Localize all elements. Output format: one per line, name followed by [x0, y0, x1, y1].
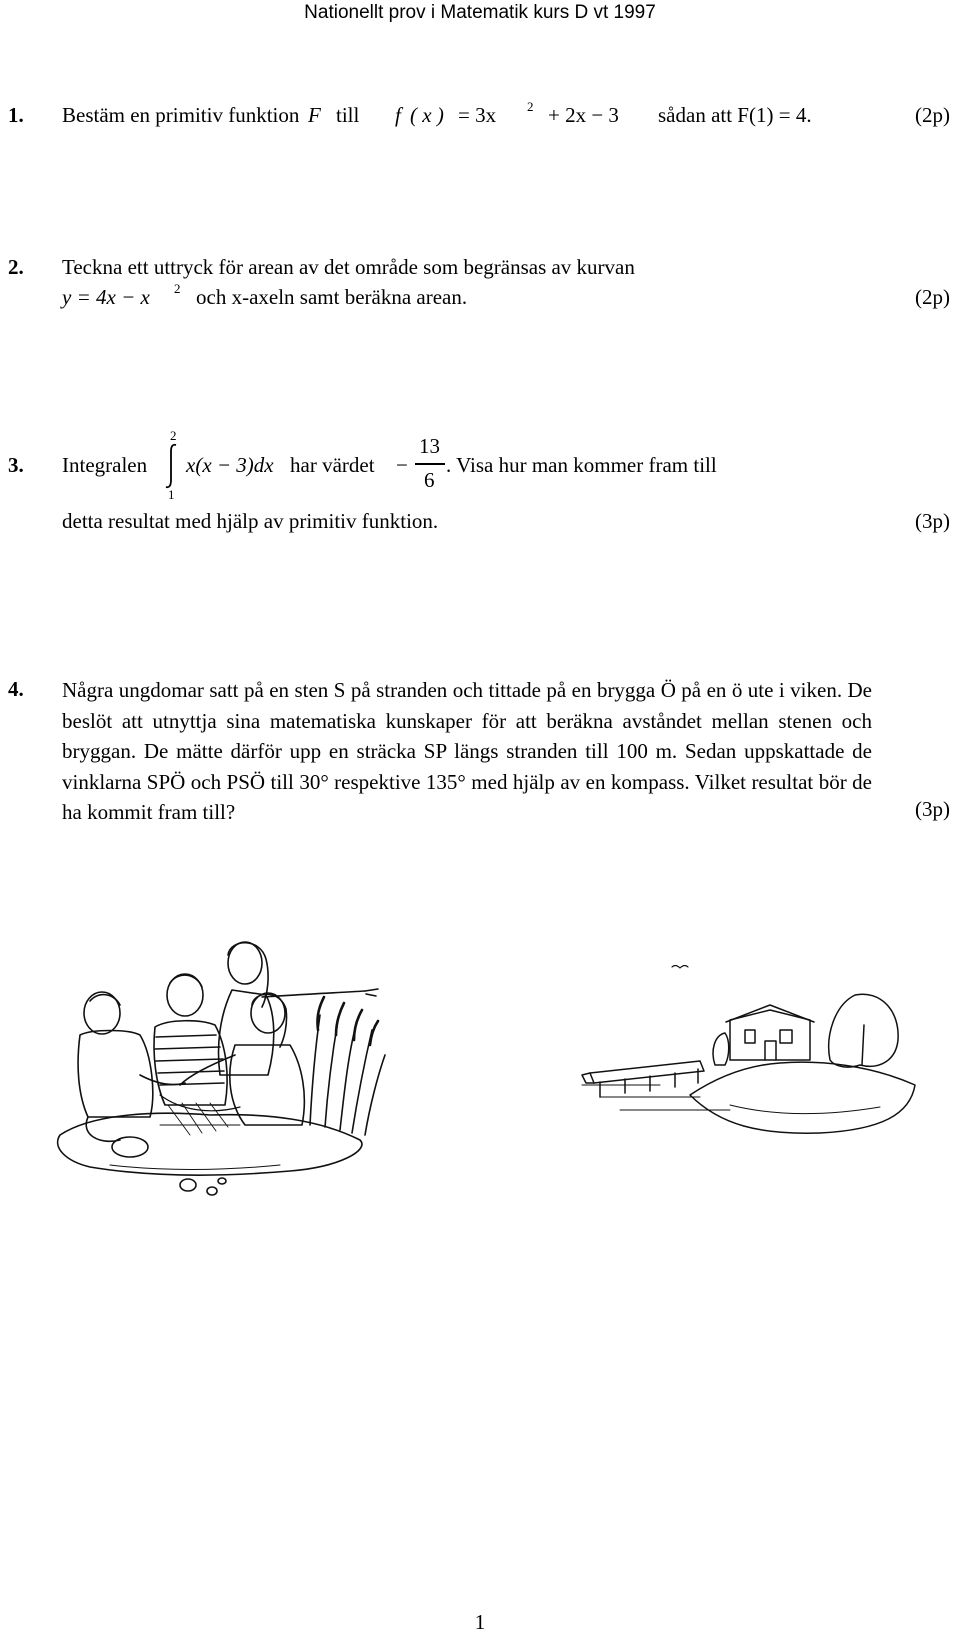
- q4-points: (3p): [915, 797, 950, 821]
- page-number: 1: [474, 1610, 486, 1634]
- q2-points: (2p): [915, 285, 950, 309]
- q2-line2: och x-axeln samt beräkna arean.: [196, 285, 468, 309]
- q1-eq-post: + 2x − 3: [548, 103, 619, 127]
- q3-rest: . Visa hur man kommer fram till: [446, 453, 717, 477]
- fraction-bar: [415, 463, 445, 465]
- q3-number: 3.: [8, 453, 24, 477]
- q2-number: 2.: [8, 255, 24, 279]
- q4-number: 4.: [8, 677, 24, 701]
- q3-lower-limit: 1: [168, 487, 175, 502]
- q3-upper-limit: 2: [170, 428, 177, 443]
- illustration-island-pier-house: [580, 965, 920, 1140]
- q1-paren-x: ( x ): [410, 103, 444, 127]
- q3-minus: −: [396, 453, 408, 477]
- q1-intro: Bestäm en primitiv funktion: [62, 103, 300, 127]
- q1-till: till: [336, 103, 360, 127]
- q1-number: 1.: [8, 103, 24, 127]
- page-header: Nationellt prov i Matematik kurs D vt 1997: [304, 2, 656, 23]
- q3-integrand: x(x − 3)dx: [186, 453, 274, 477]
- q1-F: F: [308, 103, 321, 127]
- illustration-youngsters-on-rock: [40, 935, 400, 1210]
- q1-eq-pre: = 3x: [458, 103, 497, 127]
- q3-integralen: Integralen: [62, 453, 148, 477]
- q3-numerator: 13: [419, 434, 440, 458]
- q4-text: Några ungdomar satt på en sten S på stranden och tittade på en brygga Ö på en ö ute i viken. De beslöt att utnyttja sina matematiska kunskaper för att beräkna avståndet mellan stenen och bryggan. De mätte därför upp en sträcka SP längs stranden till 100 m. Sedan uppskattade de vinklarna SPÖ och PSÖ till 30° respektive 135° med hjälp av en kompass. Vilket resultat bör de ha kommit fram till?: [62, 678, 872, 824]
- q1-tail: sådan att F(1) = 4.: [658, 103, 812, 127]
- q3-denominator: 6: [424, 468, 435, 492]
- q3-points: (3p): [915, 509, 950, 533]
- q3-har-vardet: har värdet: [290, 453, 375, 477]
- q2-line1: Teckna ett uttryck för arean av det område som begränsas av kurvan: [62, 255, 635, 279]
- q2-exponent: 2: [174, 281, 181, 296]
- q3-line2: detta resultat med hjälp av primitiv funktion.: [62, 509, 439, 533]
- q1-f: f: [395, 103, 401, 127]
- integral-sign-icon: [162, 442, 182, 490]
- q1-points: (2p): [915, 103, 950, 127]
- q1-exponent: 2: [527, 99, 534, 114]
- q2-formula: y = 4x − x: [62, 285, 150, 309]
